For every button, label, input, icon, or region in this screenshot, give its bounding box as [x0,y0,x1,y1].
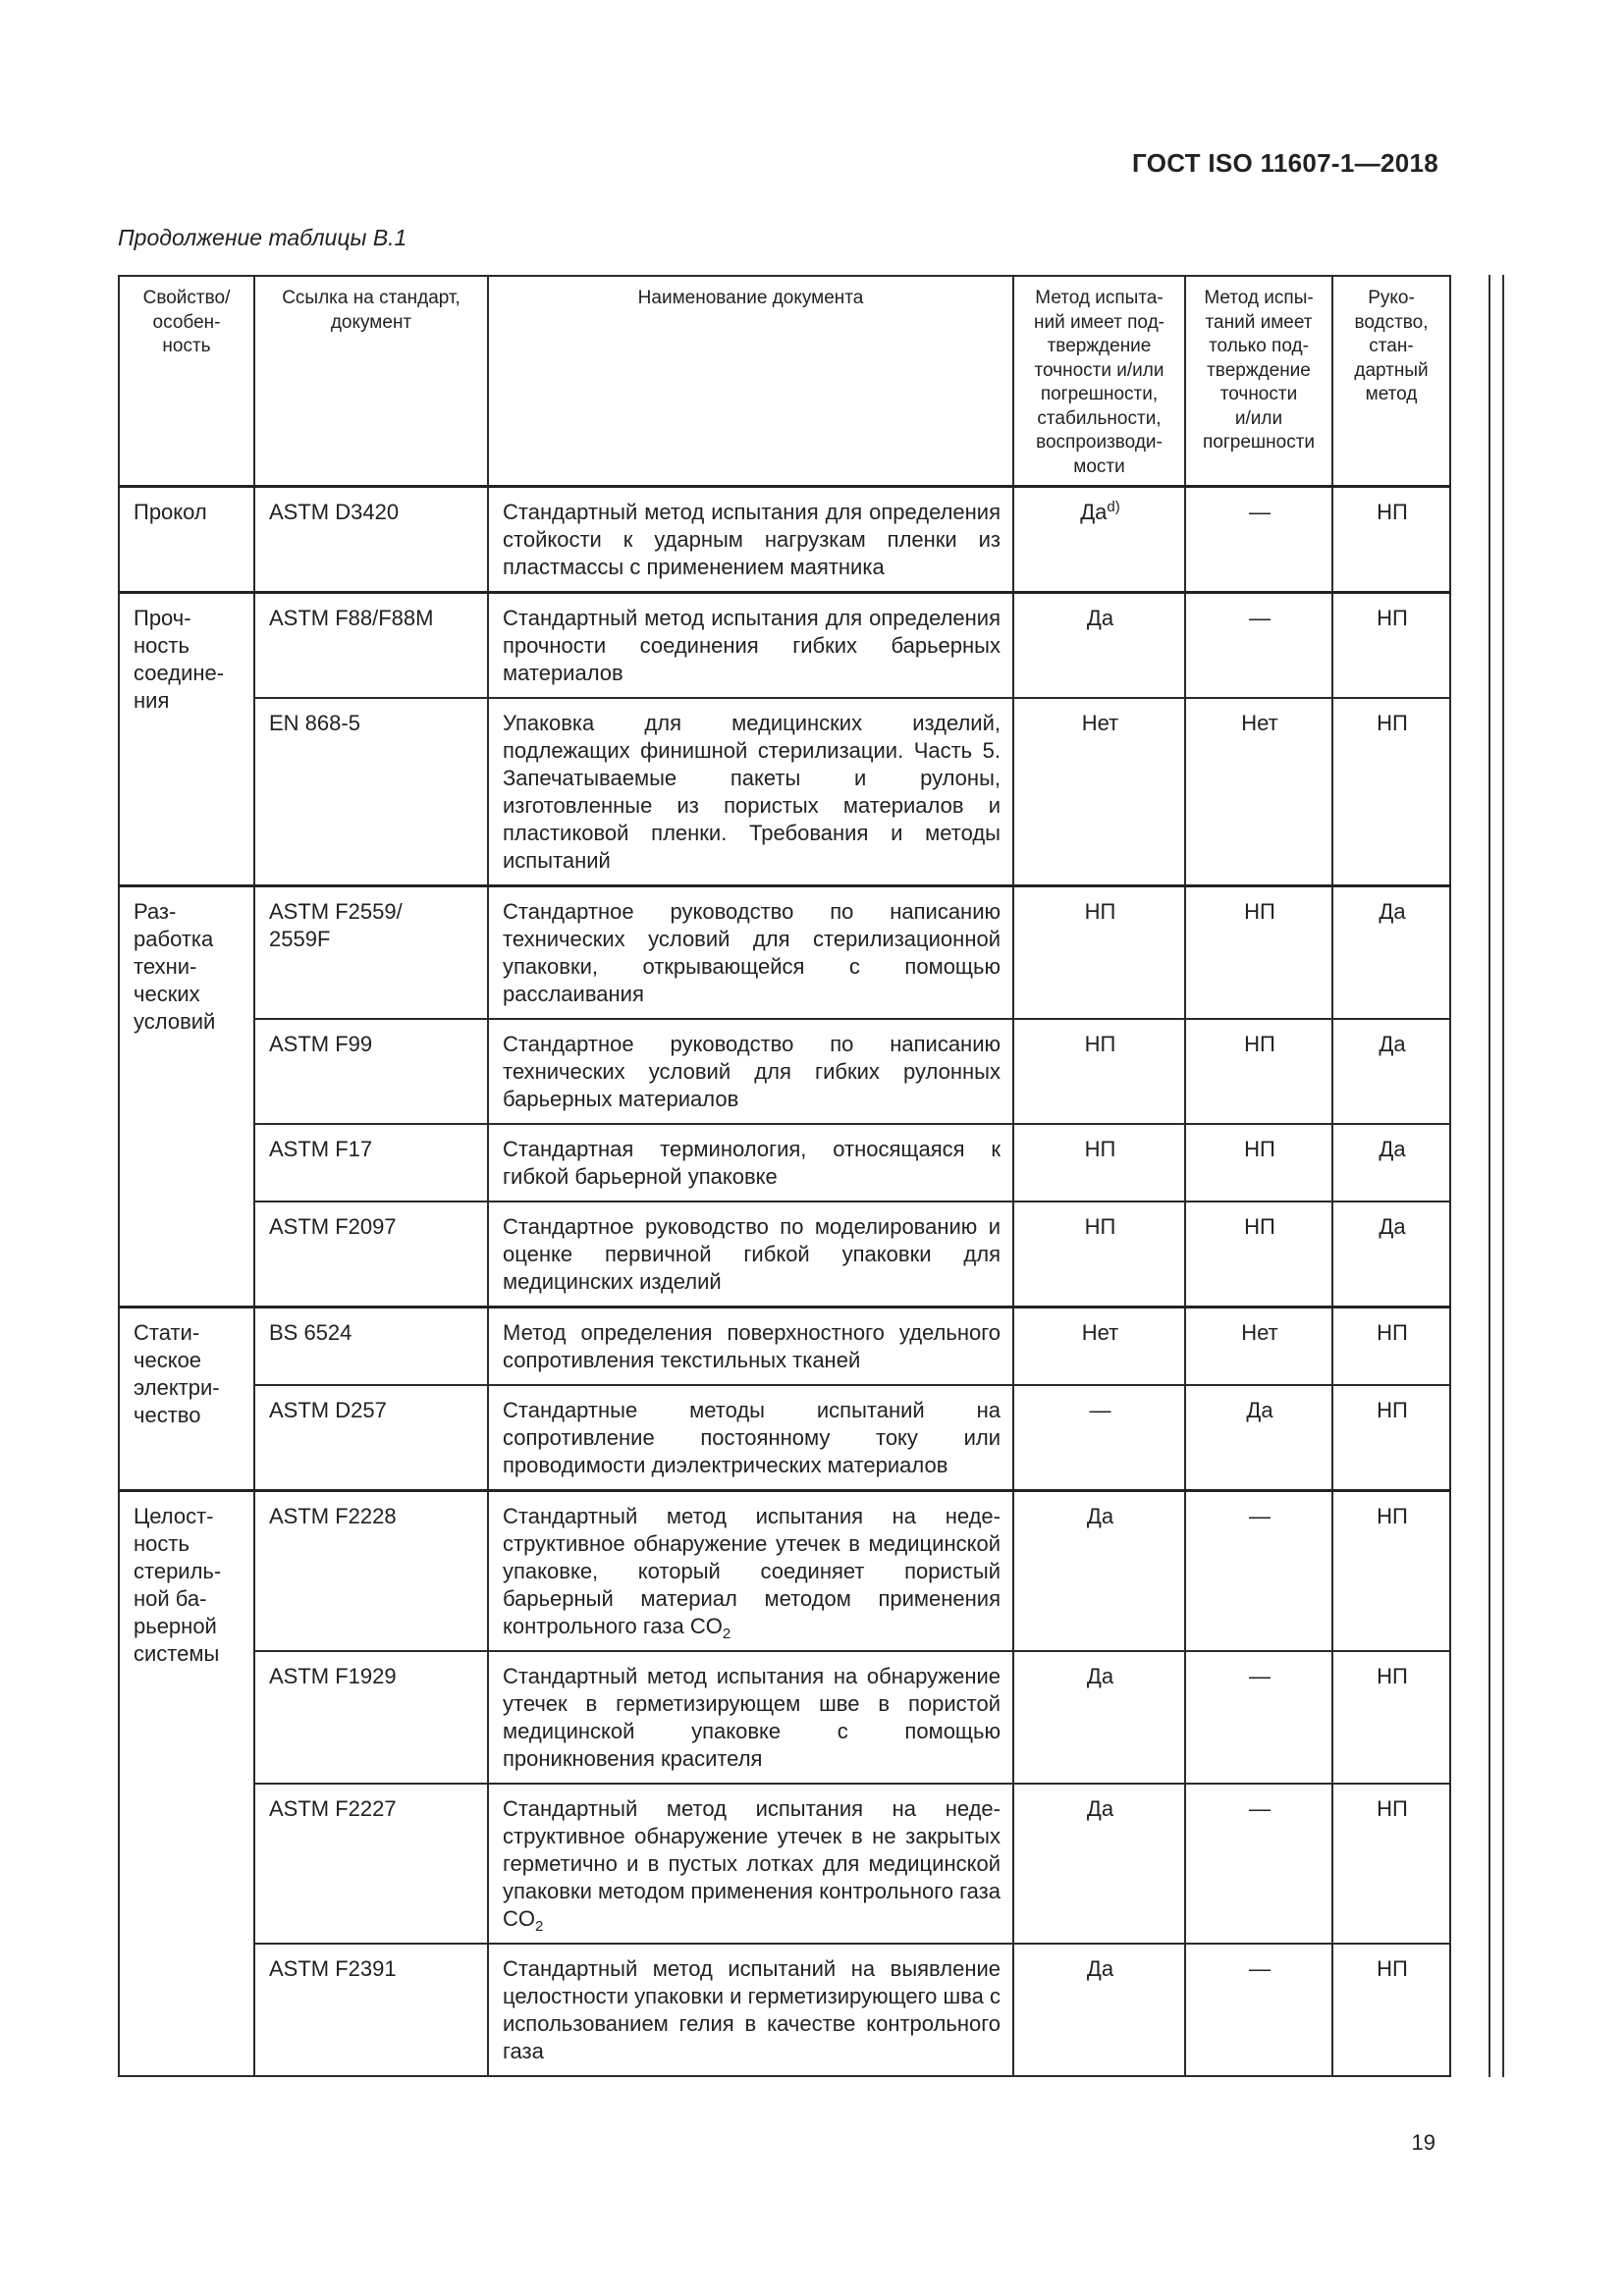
cell-property: Прокол [119,487,254,593]
cell-accuracy-only: НП [1185,1019,1332,1124]
standards-table [118,275,1451,2077]
table-row [119,1124,1450,1201]
cell-reference: ASTM F2227 [254,1784,488,1944]
subscript: 2 [722,1626,731,1642]
cell-document-name: Стандартный метод испытания для определения стойкости к ударным нагрузкам пленки из пластмассы с применением маятника [488,487,1013,593]
table-row [119,1651,1450,1784]
cell-guidance: Да [1332,1124,1450,1201]
cell-accuracy-only: НП [1185,1124,1332,1201]
table-row [119,1491,1450,1652]
document-code: ГОСТ ISO 11607-1—2018 [1132,148,1438,178]
col-header-accuracy-only: Метод испы- таний имеет только под- тверждение точности и/или погрешности [1185,276,1332,487]
table-row [119,1308,1450,1386]
cell-document-name: Стандартный метод испытания на обнаружение утечек в герметизирующем шве в пористой медицинской упаковке с помощью проникновения красителя [488,1651,1013,1784]
table-row [119,1784,1450,1944]
cell-accuracy-stability: Да [1013,1491,1185,1652]
cell-guidance: НП [1332,698,1450,886]
table-row [119,1385,1450,1491]
subscript: 2 [535,1918,544,1935]
cell-guidance: НП [1332,1651,1450,1784]
cell-guidance: НП [1332,1491,1450,1652]
cell-reference: ASTM F1929 [254,1651,488,1784]
cell-document-name: Стандартный метод испытания на неде-структивное обнаружение утечек в не закрытых герметично и в пустых лотках для медицинской упаковки методом применения контрольного газа $CO_2$ [488,1784,1013,1944]
cell-guidance: НП [1332,593,1450,699]
cell-property: Проч- ность соедине- ния [119,593,254,886]
cell-reference: ASTM F17 [254,1124,488,1201]
margin-line-1 [1489,275,1490,2077]
table-row [119,1201,1450,1308]
cell-guidance: НП [1332,1308,1450,1386]
cell-document-name: Стандартное руководство по моделированию и оценке первичной гибкой упаковки для медицинских изделий [488,1201,1013,1308]
cell-accuracy-only: — [1185,1651,1332,1784]
table-row [119,487,1450,593]
cell-accuracy-only: — [1185,1491,1332,1652]
table-row [119,1944,1450,2076]
cell-accuracy-only: НП [1185,886,1332,1020]
footnote-marker: d) [1107,499,1120,515]
cell-accuracy-stability: НП [1013,1019,1185,1124]
table-row [119,1019,1450,1124]
cell-accuracy-only: Нет [1185,698,1332,886]
cell-reference: ASTM F2559/ 2559F [254,886,488,1020]
cell-document-name: Упаковка для медицинских изделий, подлежащих финишной стерилизации. Часть 5. Запечатываемые пакеты и рулоны, изготовленные из пористых материалов и пластиковой пленки. Требования и методы испытаний [488,698,1013,886]
cell-accuracy-stability: — [1013,1385,1185,1491]
cell-accuracy-stability: Да [1013,1784,1185,1944]
cell-reference: EN 868-5 [254,698,488,886]
page-number: 19 [1411,2130,1435,2155]
col-header-reference: Ссылка на стандарт, документ [254,276,488,487]
cell-document-name: Стандартное руководство по написанию технических условий для стерилизационной упаковки, открывающейся с помощью расслаивания [488,886,1013,1020]
cell-property: Стати- ческое электри- чество [119,1308,254,1491]
cell-accuracy-only: — [1185,487,1332,593]
cell-reference: ASTM F99 [254,1019,488,1124]
cell-accuracy-only: — [1185,1784,1332,1944]
cell-reference: ASTM D3420 [254,487,488,593]
col-header-accuracy-stability: Метод испыта- ний имеет под- тверждение точности и/или погрешности, стабильности, воспроизводи- мости [1013,276,1185,487]
cell-accuracy-stability: Да [1013,1651,1185,1784]
cell-accuracy-only: Нет [1185,1308,1332,1386]
table-row [119,698,1450,886]
cell-guidance: Да [1332,1201,1450,1308]
cell-reference: ASTM F2097 [254,1201,488,1308]
table-header-row [119,276,1450,487]
cell-accuracy-only: НП [1185,1201,1332,1308]
col-header-guidance: Руко- водство, стан- дартный метод [1332,276,1450,487]
cell-property: Раз- работка техни- ческих условий [119,886,254,1308]
cell-document-name: Стандартная терминология, относящаяся к гибкой барьерной упаковке [488,1124,1013,1201]
cell-guidance: НП [1332,1944,1450,2076]
cell-accuracy-stability: $Да^{d)}$ [1013,487,1185,593]
cell-reference: ASTM D257 [254,1385,488,1491]
margin-line-2 [1502,275,1504,2077]
cell-accuracy-stability: Да [1013,593,1185,699]
col-header-property: Свойство/ особен- ность [119,276,254,487]
cell-accuracy-stability: Нет [1013,698,1185,886]
cell-guidance: НП [1332,1385,1450,1491]
cell-property: Целост- ность стериль- ной ба- рьерной системы [119,1491,254,2077]
cell-accuracy-stability: Нет [1013,1308,1185,1386]
table-caption: Продолжение таблицы В.1 [118,225,407,250]
cell-reference: BS 6524 [254,1308,488,1386]
cell-guidance: Да [1332,1019,1450,1124]
cell-guidance: НП [1332,487,1450,593]
cell-reference: ASTM F88/F88M [254,593,488,699]
cell-accuracy-only: — [1185,593,1332,699]
cell-accuracy-stability: НП [1013,1124,1185,1201]
cell-reference: ASTM F2391 [254,1944,488,2076]
cell-document-name: Стандартные методы испытаний на сопротивление постоянному току или проводимости диэлектрических материалов [488,1385,1013,1491]
cell-document-name: Метод определения поверхностного удельного сопротивления текстильных тканей [488,1308,1013,1386]
cell-guidance: Да [1332,886,1450,1020]
cell-accuracy-stability: НП [1013,886,1185,1020]
col-header-document-name: Наименование документа [488,276,1013,487]
cell-accuracy-only: — [1185,1944,1332,2076]
table-row [119,886,1450,1020]
cell-document-name: Стандартный метод испытаний на выявление целостности упаковки и герметизирующего шва с использованием гелия в качестве контрольного газа [488,1944,1013,2076]
cell-document-name: Стандартный метод испытания для определения прочности соединения гибких барьерных материалов [488,593,1013,699]
cell-accuracy-stability: Да [1013,1944,1185,2076]
cell-document-name: Стандартный метод испытания на неде-структивное обнаружение утечек в медицинской упаковке, который соединяет пористый барьерный материал методом применения контрольного газа $CO_2$ [488,1491,1013,1652]
cell-reference: ASTM F2228 [254,1491,488,1652]
cell-accuracy-stability: НП [1013,1201,1185,1308]
cell-document-name: Стандартное руководство по написанию технических условий для гибких рулонных барьерных материалов [488,1019,1013,1124]
table-row [119,593,1450,699]
cell-accuracy-only: Да [1185,1385,1332,1491]
cell-guidance: НП [1332,1784,1450,1944]
